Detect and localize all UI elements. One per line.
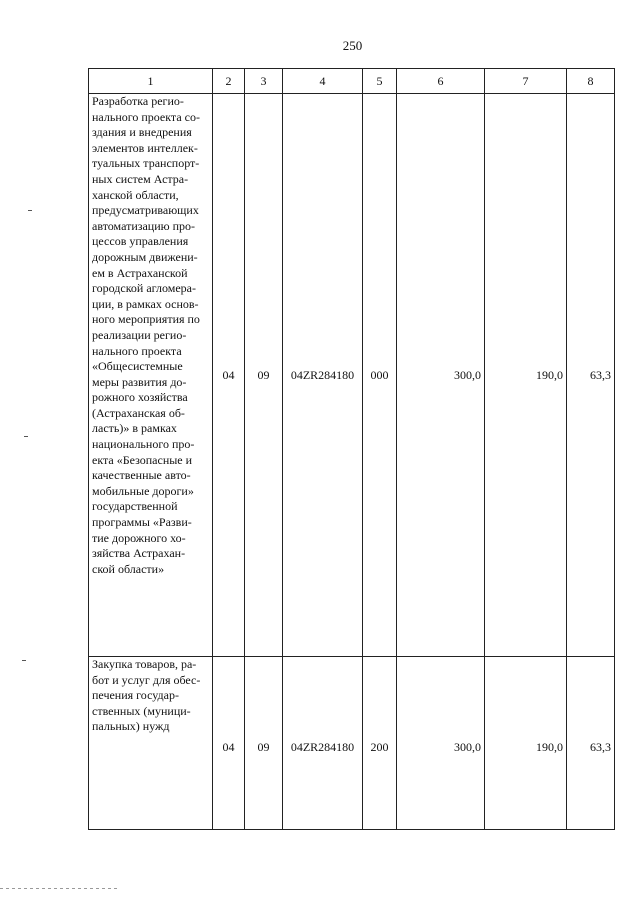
row-subsection-code: 09 — [245, 657, 283, 830]
table-row — [89, 657, 615, 830]
row-expense-type-code: 200 — [363, 657, 397, 830]
header-col-1: 1 — [89, 69, 213, 94]
row-section-code: 04 — [213, 94, 245, 657]
row-expense-type-code: 000 — [363, 94, 397, 657]
row-subsection-code: 09 — [245, 94, 283, 657]
header-col-8: 8 — [567, 69, 615, 94]
header-col-4: 4 — [283, 69, 363, 94]
row-value-col7: 190,0 — [485, 94, 567, 657]
row-description — [89, 657, 213, 830]
scan-artifact-mark — [22, 660, 26, 661]
row-value-col8: 63,3 — [567, 94, 615, 657]
table-row — [89, 94, 615, 657]
row-description — [89, 94, 213, 657]
row-value-col8: 63,3 — [567, 657, 615, 830]
row-description-text: Разработка регио- нального проекта со- здания и внедрения элементов интеллек- туальных транспорт- ных систем Астра- ханской области, предусматривающих автоматизацию про- цессов управления дорожным движени- ем в Астраханской городской агломера- ции, в рамках основ- ного мероприятия по реализации регио- нального проекта «Общесистемные меры развития до- рожного хозяйства (Астраханская об- ласть)» в рамках национального про- екта «Безопасные и качественные авто- мобильные дороги» государственной программы «Разви- тие дорожного хо- зяйства Астрахан- ской области» — [92, 94, 200, 576]
budget-table — [88, 68, 615, 830]
header-col-3: 3 — [245, 69, 283, 94]
header-col-5: 5 — [363, 69, 397, 94]
scan-artifact-line — [0, 888, 120, 889]
row-description-text: Закупка товаров, ра- бот и услуг для обес- печения государ- ственных (муници- пальных) нужд — [92, 657, 201, 734]
row-value-col6: 300,0 — [397, 94, 485, 657]
row-target-item-code: 04ZR284180 — [283, 94, 363, 657]
row-value-col7: 190,0 — [485, 657, 567, 830]
header-col-2: 2 — [213, 69, 245, 94]
row-target-item-code: 04ZR284180 — [283, 657, 363, 830]
page-number: 250 — [342, 38, 363, 53]
scan-artifact-mark — [28, 210, 32, 211]
row-value-col6: 300,0 — [397, 657, 485, 830]
table-header-row — [89, 69, 615, 94]
header-col-7: 7 — [485, 69, 567, 94]
scan-artifact-mark — [24, 436, 28, 437]
header-col-6: 6 — [397, 69, 485, 94]
row-section-code: 04 — [213, 657, 245, 830]
